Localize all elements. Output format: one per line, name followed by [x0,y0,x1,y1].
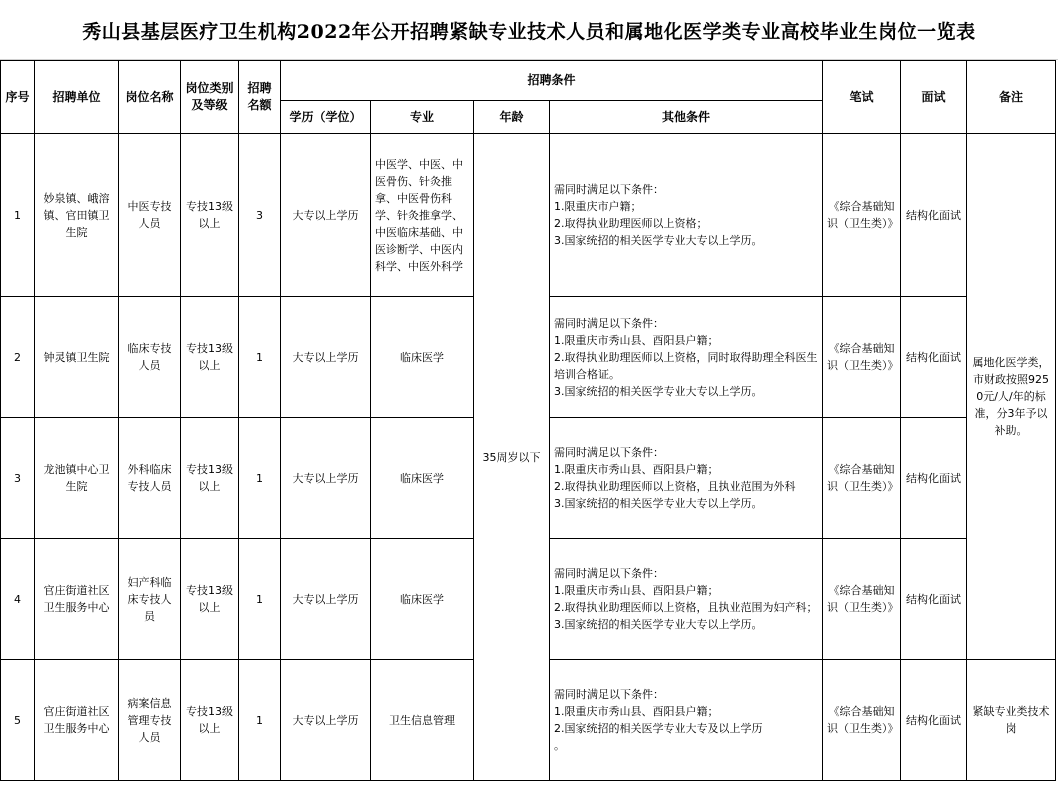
cell-education: 大专以上学历 [281,297,371,418]
cell-written: 《综合基础知识（卫生类）》 [823,134,901,297]
recruitment-table [0,60,1056,781]
cell-major: 临床医学 [371,418,474,539]
header-conditions: 招聘条件 [281,61,823,101]
condition-line: 3.国家统招的相关医学专业大专以上学历。 [554,234,763,247]
cell-written: 《综合基础知识（卫生类）》 [823,539,901,660]
cell-interview: 结构化面试 [901,539,967,660]
cell-post: 外科临床专技人员 [119,418,181,539]
cell-interview: 结构化面试 [901,297,967,418]
cell-seq: 4 [1,539,35,660]
header-education: 学历（学位） [281,101,371,134]
cell-unit: 官庄街道社区卫生服务中心 [35,660,119,781]
cell-other [550,418,823,539]
cell-remark: 属地化医学类，市财政按照9250元/人/年的标准，分3年予以补助。 [967,134,1056,660]
condition-line: 需同时满足以下条件： [554,316,664,330]
header-unit: 招聘单位 [35,61,119,134]
cell-other [550,297,823,418]
header-row-1 [1,61,1056,101]
cell-interview: 结构化面试 [901,134,967,297]
cell-unit: 官庄街道社区卫生服务中心 [35,539,119,660]
cell-education: 大专以上学历 [281,134,371,297]
condition-line: 需同时满足以下条件： [554,183,664,196]
cell-interview: 结构化面试 [901,418,967,539]
header-written: 笔试 [823,61,901,134]
condition-line: 2.取得执业助理医师以上资格，且执业范围为妇产科； [554,601,818,614]
cell-post: 中医专技人员 [119,134,181,297]
condition-line: 需同时满足以下条件： [554,446,664,459]
cell-quota: 1 [239,539,281,660]
condition-line: 3.国家统招的相关医学专业大专以上学历。 [554,497,763,510]
cell-category: 专技13级以上 [181,297,239,418]
header-age: 年龄 [474,101,550,134]
cell-quota: 3 [239,134,281,297]
condition-line: 1.限重庆市秀山县、酉阳县户籍； [554,463,719,476]
cell-written: 《综合基础知识（卫生类）》 [823,297,901,418]
header-post: 岗位名称 [119,61,181,134]
header-major: 专业 [371,101,474,134]
condition-line: 。 [554,739,565,752]
cell-quota: 1 [239,418,281,539]
condition-line: 2.取得执业助理医师以上资格； [554,217,708,230]
header-seq: 序号 [1,61,35,134]
condition-line: 2.取得执业助理医师以上资格，且执业范围为外科 [554,480,796,493]
table-row [1,134,1056,297]
cell-category: 专技13级以上 [181,539,239,660]
cell-seq: 1 [1,134,35,297]
cell-quota: 1 [239,297,281,418]
cell-major: 临床医学 [371,539,474,660]
header-category: 岗位类别及等级 [181,61,239,134]
cell-other [550,660,823,781]
cell-written: 《综合基础知识（卫生类）》 [823,660,901,781]
condition-line: 2.国家统招的相关医学专业大专及以上学历 [554,722,763,735]
cell-unit: 妙泉镇、峨溶镇、官田镇卫生院 [35,134,119,297]
cell-written: 《综合基础知识（卫生类）》 [823,418,901,539]
cell-quota: 1 [239,660,281,781]
cell-interview: 结构化面试 [901,660,967,781]
header-interview: 面试 [901,61,967,134]
cell-major: 卫生信息管理 [371,660,474,781]
cell-seq: 2 [1,297,35,418]
cell-post: 妇产科临床专技人员 [119,539,181,660]
page-title: 秀山县基层医疗卫生机构2022年公开招聘紧缺专业技术人员和属地化医学类专业高校毕业生岗位一览表 [82,20,976,43]
cell-seq: 3 [1,418,35,539]
cell-seq: 5 [1,660,35,781]
condition-line: 1.限重庆市秀山县、酉阳县户籍； [554,333,719,347]
cell-category: 专技13级以上 [181,134,239,297]
condition-line: 需同时满足以下条件： [554,688,664,701]
condition-line: 3.国家统招的相关医学专业大专以上学历。 [554,618,763,631]
cell-education: 大专以上学历 [281,539,371,660]
cell-unit: 钟灵镇卫生院 [35,297,119,418]
cell-major: 临床医学 [371,297,474,418]
header-other: 其他条件 [550,101,823,134]
header-remark: 备注 [967,61,1056,134]
cell-other [550,539,823,660]
cell-remark: 紧缺专业类技术岗 [967,660,1056,781]
cell-education: 大专以上学历 [281,660,371,781]
cell-category: 专技13级以上 [181,418,239,539]
condition-line: 1.限重庆市秀山县、酉阳县户籍； [554,584,719,597]
cell-post: 临床专技人员 [119,297,181,418]
cell-unit: 龙池镇中心卫生院 [35,418,119,539]
header-quota: 招聘名额 [239,61,281,134]
cell-age: 35周岁以下 [474,134,550,781]
condition-line: 2.取得执业助理医师以上资格，同时取得助理全科医生培训合格证。 [554,350,818,381]
cell-education: 大专以上学历 [281,418,371,539]
cell-post: 病案信息管理专技人员 [119,660,181,781]
condition-line: 3.国家统招的相关医学专业大专以上学历。 [554,384,763,398]
condition-line: 1.限重庆市秀山县、酉阳县户籍； [554,705,719,718]
cell-other [550,134,823,297]
cell-major: 中医学、中医、中医骨伤、针灸推拿、中医骨伤科学、针灸推拿学、中医临床基础、中医诊断学、中医内科学、中医外科学 [371,134,474,297]
condition-line: 需同时满足以下条件： [554,567,664,580]
cell-category: 专技13级以上 [181,660,239,781]
condition-line: 1.限重庆市户籍； [554,200,642,213]
